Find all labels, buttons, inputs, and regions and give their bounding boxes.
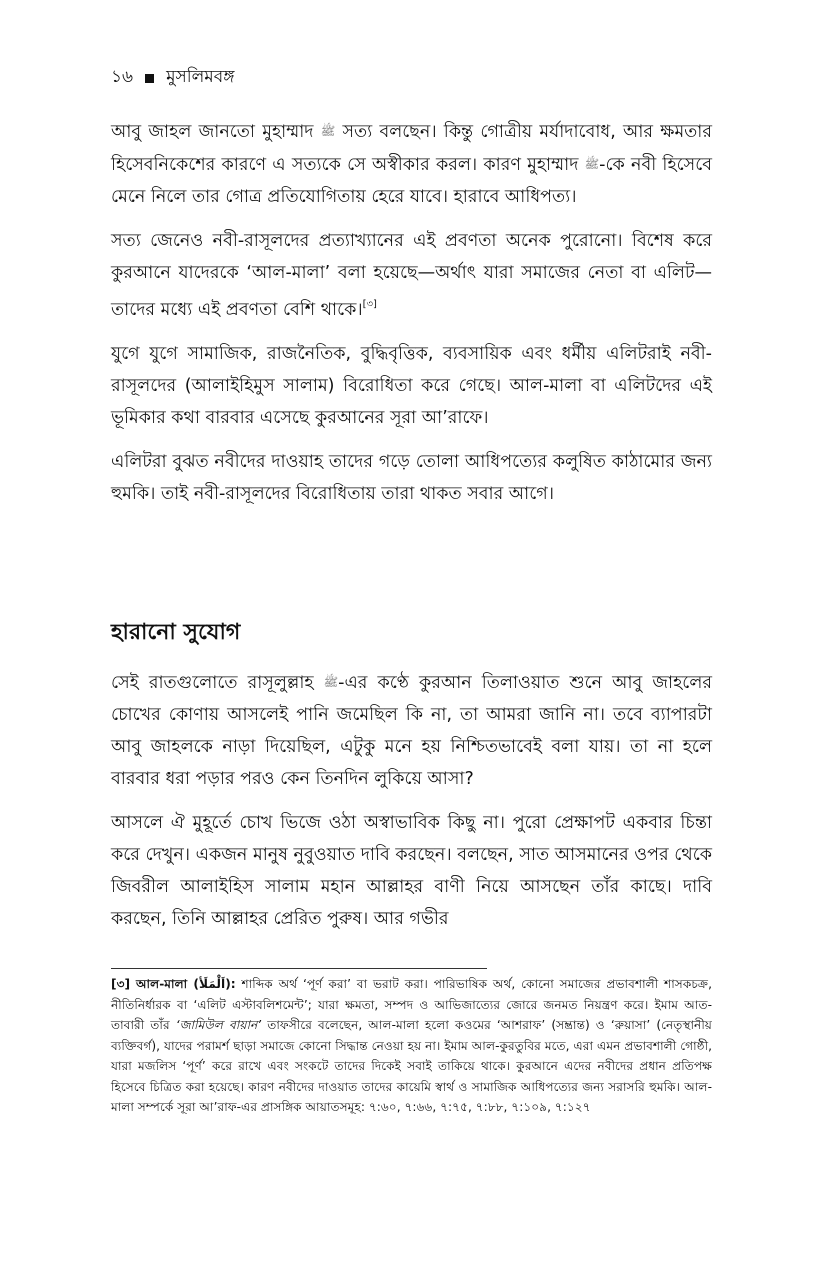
square-bullet-icon (145, 74, 154, 83)
footnote-marker: [৩] (111, 977, 131, 991)
footnote-divider (111, 968, 487, 969)
footnote-reference[interactable]: [৩] (362, 299, 377, 310)
section-heading: হারানো সুযোগ (111, 620, 241, 645)
paragraph-2: সত্য জেনেও নবী-রাসূলদের প্রত্যাখ্যানের এই প্রবণতা অনেক পুরোনো। বিশেষ করে কুরআনে যাদেরকে ‘আল-মালা’ বলা হয়েছে—অর্থাৎ যারা সমাজের নেতা বা এলিট—তাদের মধ্যে এই প্রবণতা বেশি থাকে।[৩] (111, 231, 712, 320)
paragraph-3: যুগে যুগে সামাজিক, রাজনৈতিক, বুদ্ধিবৃত্তিক, ব্যবসায়িক এবং ধর্মীয় এলিটরাই নবী-রাসূলদের (আলাইহিমুস সালাম) বিরোধিতা করে গেছে। আল-মালা বা এলিটদের এই ভূমিকার কথা বারবার এসেছে কুরআনের সূরা আ’রাফে। (111, 344, 712, 428)
footnote-term: আল-মালা (اَلْمَلَأ): (135, 977, 236, 991)
salawat-icon: ﷺ (323, 675, 339, 689)
paragraph-6: আসলে ঐ মুহূর্তে চোখ ভিজে ওঠা অস্বাভাবিক কিছু না। পুরো প্রেক্ষাপট একবার চিন্তা করে দেখুন। একজন মানুষ নুবুওয়াত দাবি করছেন। বলছেন, সাত আসমানের ওপর থেকে জিবরীল আলাইহিস সালাম মহান আল্লাহর বাণী নিয়ে আসছেন তাঁর কাছে। দাবি করছেন, তিনি আল্লাহর প্রেরিত পুরুষ। আর গভীর (111, 813, 712, 929)
salawat-icon: ﷺ (584, 157, 600, 171)
running-header (111, 64, 234, 92)
book-title-citation: ‘জামিউল বায়ান’ (175, 1018, 262, 1032)
book-title: মুসলিমবঙ্গ (166, 67, 235, 87)
paragraph-1: আবু জাহল জানতো মুহাম্মাদ ﷺ সত্য বলছেন। কিন্তু গোত্রীয় মর্যাদাবোধ, আর ক্ষমতার হিসেবনিকেশের কারণে এ সত্যকে সে অস্বীকার করল। কারণ মুহাম্মাদ ﷺ-কে নবী হিসেবে মেনে নিলে তার গোত্র প্রতিযোগিতায় হেরে যাবে। হারাবে আধিপত্য। (111, 115, 712, 213)
footnote: [৩] আল-মালা (اَلْمَلَأ): শাব্দিক অর্থ ‘পূর্ণ করা’ বা ভরাট করা। পারিভাষিক অর্থ, কোনো সমাজের প্রভাবশালী শাসকচক্র, নীতিনির্ধারক বা ‘এলিট এস্টাবলিশমেন্ট’; যারা ক্ষমতা, সম্পদ ও আভিজাত্যের জোরে জনমত নিয়ন্ত্রণ করে। ইমাম আত-তাবারী তাঁর ‘জামিউল বায়ান’ তাফসীরে বলেছেন, আল-মালা হলো কওমের ‘আশরাফ’ (সম্ভ্রান্ত) ও ‘রুয়াসা’ (নেতৃস্থানীয় ব্যক্তিবর্গ), যাদের পরামর্শ ছাড়া সমাজে কোনো সিদ্ধান্ত নেওয়া হয় না। ইমাম আল-কুরতুবির মতে, এরা এমন প্রভাবশালী গোষ্ঠী, যারা মজলিস ‘পূর্ণ’ করে রাখে এবং সংকটে তাদের দিকেই সবাই তাকিয়ে থাকে। কুরআনে এদের নবীদের প্রধান প্রতিপক্ষ হিসেবে চিত্রিত করা হয়েছে। কারণ নবীদের দাওয়াত তাদের কায়েমি স্বার্থ ও সামাজিক আধিপত্যের জন্য সরাসরি হুমকি। আল-মালা সম্পর্কে সূরা আ’রাফ-এর প্রাসঙ্গিক আয়াতসমূহ: ৭:৬০, ৭:৬৬, ৭:৭৫, ৭:৮৮, ৭:১০৯, ৭:১২৭ (111, 977, 712, 1114)
section-text (111, 666, 712, 947)
salawat-icon: ﷺ (320, 124, 336, 138)
intro-text (111, 115, 712, 522)
paragraph-4: এলিটরা বুঝত নবীদের দাওয়াহ তাদের গড়ে তোলা আধিপত্যের কলুষিত কাঠামোর জন্য হুমকি। তাই নবী-রাসূলদের বিরোধিতায় তারা থাকত সবার আগে। (111, 452, 712, 504)
paragraph-5: সেই রাতগুলোতে রাসূলুল্লাহ ﷺ-এর কণ্ঠে কুরআন তিলাওয়াত শুনে আবু জাহলের চোখের কোণায় আসলেই পানি জমেছিল কি না, তা আমরা জানি না। তবে ব্যাপারটা আবু জাহলকে নাড়া দিয়েছিল, এটুকু মনে হয় নিশ্চিতভাবেই বলা যায়। তা না হলে বারবার ধরা পড়ার পরও কেন তিনদিন লুকিয়ে আসা? (111, 666, 712, 795)
page-number: ১৬ (111, 67, 134, 87)
